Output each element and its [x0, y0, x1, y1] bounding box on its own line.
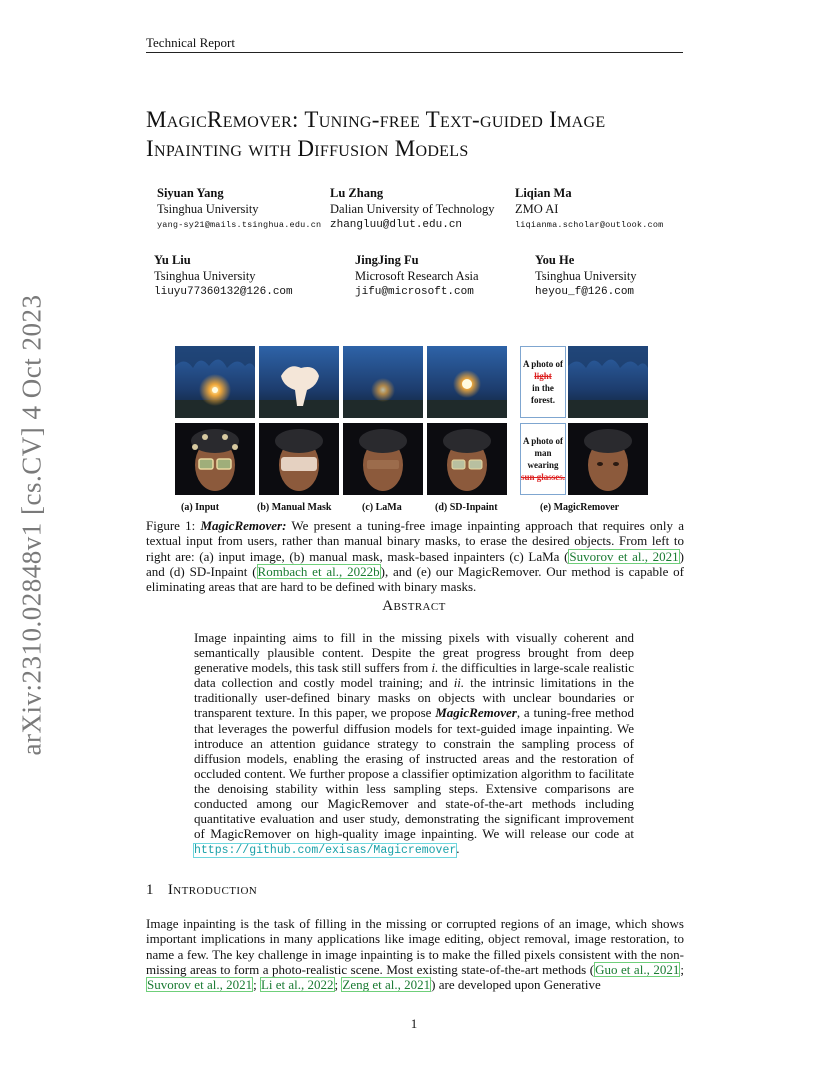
figure-caption — [146, 518, 684, 594]
author-affiliation: Tsinghua University — [154, 269, 256, 283]
section-title: Introduction — [167, 882, 258, 898]
caption-method-name: MagicRemover: — [200, 518, 287, 533]
author-block — [330, 185, 494, 233]
subfigure-label: (a) Input — [181, 502, 220, 513]
citation-separator: ; — [680, 961, 684, 977]
portrait-text-prompt — [520, 423, 566, 495]
author-block — [355, 252, 479, 300]
body-sentence: ) are developed upon Generative — [431, 977, 601, 993]
abstract-sentence: the difficulties in large-scale realistic data collection and costly model training; and — [194, 660, 634, 691]
author-name: Siyuan Yang — [157, 186, 224, 200]
subfigure-label: (b) Manual Mask — [257, 502, 332, 513]
abstract-text — [194, 630, 634, 858]
portrait-result-image — [568, 423, 648, 495]
subfigure-label: (e) MagicRemover — [540, 502, 620, 513]
author-name: JingJing Fu — [355, 253, 419, 267]
abstract-sentence: the intrinsic limitations in the traditionally user-defined binary masks on objects with unclear boundaries or transparent texture. In this paper, we propose — [194, 675, 635, 721]
forest-result-image — [568, 346, 648, 418]
author-name: You He — [535, 253, 575, 267]
author-block — [535, 252, 637, 300]
citation-link[interactable]: Zeng et al., 2021 — [342, 977, 431, 993]
body-sentence: Image inpainting is the task of filling in the missing or corrupted regions of an image, which shows important implications in many applications like image editing, object removal, image restoration, to name a few. The key challenge in image inpainting is to make the filled pixels consistent with the non-missing areas to form a photo-realistic scene. Most existing state-of-the-art methods ( — [146, 916, 684, 977]
forest-input-image — [175, 346, 255, 418]
author-email[interactable]: jifu@microsoft.com — [355, 286, 474, 298]
author-affiliation: Tsinghua University — [535, 269, 637, 283]
author-name: Liqian Ma — [515, 186, 572, 200]
running-head: Technical Report — [146, 35, 235, 50]
prompt-removed-word: light — [534, 371, 552, 381]
author-block — [157, 185, 321, 233]
citation-separator: ; — [334, 977, 342, 993]
caption-text: ) and (d) SD-Inpaint ( — [146, 548, 684, 579]
citation-link[interactable]: Rombach et al., 2022b — [257, 563, 380, 579]
author-block — [515, 185, 663, 233]
portrait-mask-image — [259, 423, 339, 495]
section-heading — [146, 882, 257, 899]
section-number: 1 — [146, 882, 154, 898]
forest-lama-image — [343, 346, 423, 418]
author-affiliation: Dalian University of Technology — [330, 202, 495, 216]
prompt-text: in the forest. — [530, 383, 556, 405]
header-rule — [146, 52, 683, 53]
author-email[interactable]: heyou_f@126.com — [535, 286, 635, 298]
prompt-removed-word: sun glasses. — [521, 472, 566, 482]
author-affiliation: ZMO AI — [515, 202, 559, 216]
author-email[interactable]: liqianma.scholar@outlook.com — [515, 220, 664, 230]
subfigure-label: (c) LaMa — [362, 502, 402, 513]
prompt-text: A photo of man wearing — [522, 436, 563, 470]
intro-paragraph — [146, 916, 684, 992]
author-name: Lu Zhang — [330, 186, 384, 200]
portrait-sdinpaint-image — [427, 423, 507, 495]
author-email[interactable]: liuyu77360132@126.com — [154, 286, 293, 298]
author-affiliation: Microsoft Research Asia — [355, 269, 479, 283]
author-email[interactable]: zhangluu@dlut.edu.cn — [330, 219, 463, 231]
caption-label: Figure 1: — [146, 518, 196, 533]
citation-separator: ; — [253, 977, 260, 993]
forest-text-prompt — [520, 346, 566, 418]
arxiv-stamp — [12, 295, 52, 755]
author-email[interactable]: yang-sy21@mails.tsinghua.edu.cn — [157, 220, 322, 230]
citation-link[interactable]: Guo et al., 2021 — [595, 961, 680, 977]
code-url-link[interactable]: https://github.com/exisas/Magicremover — [194, 844, 457, 858]
abstract-enum: i. — [431, 660, 439, 676]
portrait-input-image — [175, 423, 255, 495]
author-name: Yu Liu — [154, 253, 191, 267]
forest-mask-image — [259, 346, 339, 418]
citation-link[interactable]: Li et al., 2022 — [260, 977, 334, 993]
paper-title: MagicRemover: Tuning-free Text-guided Image Inpainting with Diffusion Models — [146, 107, 606, 161]
citation-link[interactable]: Suvorov et al., 2021 — [147, 977, 253, 993]
abstract-sentence: Image inpainting aims to fill in the missing pixels with visually coherent and semantically plausible content. Despite the great progress brought from deep generative models, this task still suffers from — [194, 630, 634, 676]
abstract-sentence: , a tuning-free method that leverages the powerful diffusion models for text-guided image inpainting. We introduce an attention guidance strategy to constrain the sampling process of diffusion models, enabling the erasing of instructed areas and the restoration of occluded content. We further propose a classifier optimization algorithm to facilitate the denoising stability within less sampling steps. Extensive comparisons are conducted among our MagicRemover and state-of-the-art methods including quantitative evaluation and user study, demonstrating the significant improvement of MagicRemover on high-quality image inpainting. We will release our code at — [194, 705, 634, 842]
arxiv-stamp-text: arXiv:2310.02848v1 [cs.CV] 4 Oct 2023 — [16, 294, 47, 756]
abstract-enum: ii. — [453, 675, 465, 691]
caption-text: We present a tuning-free image inpainting approach that requires only a textual input from users, rather than manual binary masks, to erase the desired objects. From left to right are: (a) input image, (b) manual mask, mask-based inpainters (c) LaMa ( — [146, 518, 684, 564]
author-affiliation: Tsinghua University — [157, 202, 259, 216]
abstract-heading: Abstract — [382, 598, 446, 614]
abstract-sentence: . — [456, 841, 460, 857]
citation-link[interactable]: Suvorov et al., 2021 — [569, 548, 679, 564]
caption-text: ), and (e) our MagicRemover. Our method is capable of eliminating areas that are hard to be defined with binary masks. — [146, 563, 685, 595]
prompt-text: A photo of — [522, 359, 563, 369]
forest-sdinpaint-image — [427, 346, 507, 418]
abstract-method-name: MagicRemover — [435, 705, 517, 721]
page-number: 1 — [410, 1016, 418, 1031]
subfigure-label: (d) SD-Inpaint — [435, 502, 498, 513]
author-block — [154, 252, 293, 300]
portrait-lama-image — [343, 423, 423, 495]
